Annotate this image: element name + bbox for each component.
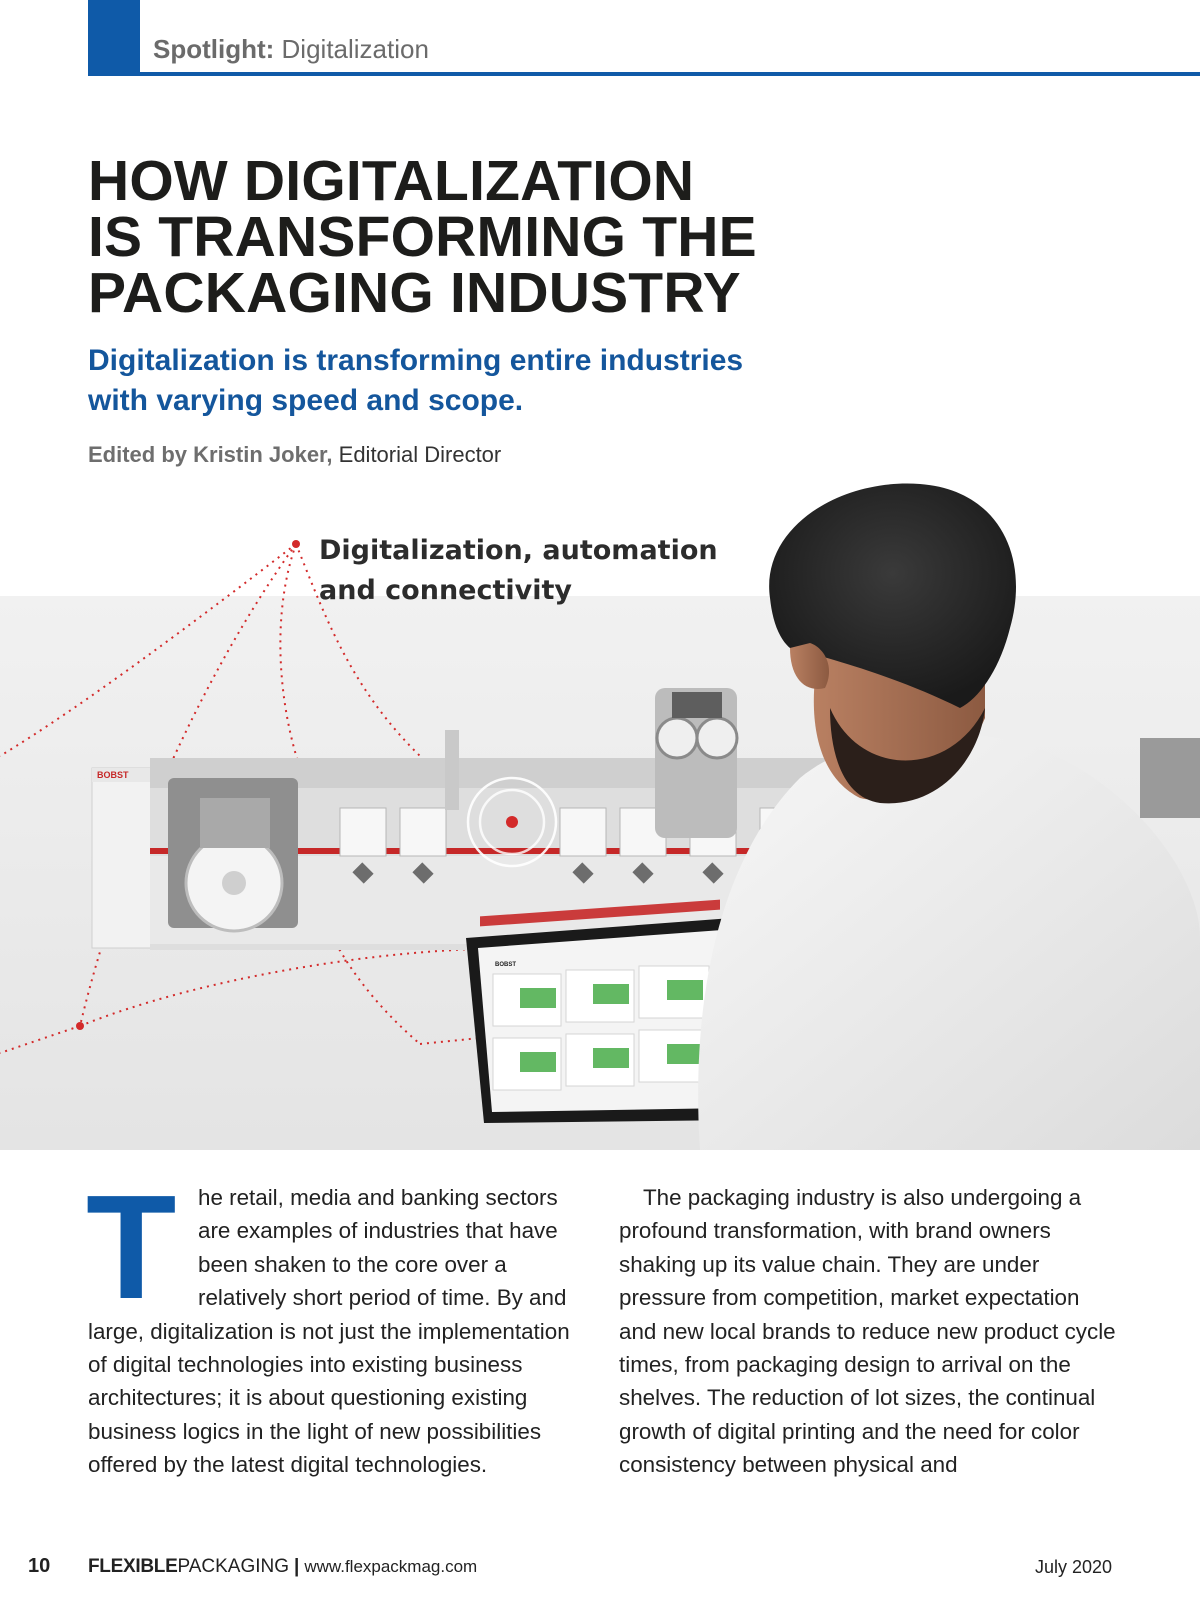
deck: [88, 341, 848, 421]
byline-role: Editorial Director: [338, 442, 502, 467]
headline: [88, 149, 908, 325]
magazine-url[interactable]: www.flexpackmag.com: [304, 1557, 478, 1576]
section-rule: [88, 72, 1200, 76]
section-tab: [88, 0, 140, 74]
magazine-name-bold: FLEXIBLE: [88, 1556, 178, 1577]
body-intro: he retail, media and banking sectors are examples of industries that have been shaken to the core over a relatively short period of time.: [198, 1185, 558, 1311]
issue-date: July 2020: [1034, 1557, 1112, 1577]
dropcap: T: [86, 1165, 177, 1330]
body-paragraph: The packaging industry is also undergoing a profound transformation, with brand owners shaking up its value chain. They are under pressure from competition, market expectation and new local brands to reduce new product cycle times, from packaging design to arrival on the shelves. The reduction of lot sizes, the continual growth of digital printing and the need for color consistency between physical and: [619, 1185, 1116, 1478]
magazine-footer: [88, 1556, 477, 1578]
magazine-name-regular: PACKAGING: [177, 1556, 289, 1577]
headline-line: PACKAGING INDUSTRY: [88, 261, 741, 325]
section-label-bold: Spotlight:: [153, 34, 275, 64]
body-text: By and large, digitalization is not just the implementation of digital technologies into existing business architectures; it is about questioning existing business logics in the light of new possibilities offered by the latest digital technologies.: [88, 1285, 570, 1478]
screen-logo: BOBST: [495, 962, 516, 968]
target-reticle-icon: [468, 778, 556, 866]
hero-caption-line: Digitalization, automation: [319, 535, 718, 566]
article-column-right: [619, 1181, 1119, 1482]
deck-line: Digitalization is transforming entire industries: [88, 344, 744, 377]
byline: [88, 440, 501, 470]
page-number: 10: [28, 1555, 51, 1577]
deck-line: with varying speed and scope.: [88, 384, 524, 417]
hero-caption-line: and connectivity: [319, 575, 573, 606]
machine-logo: BOBST: [97, 770, 129, 780]
headline-line: IS TRANSFORMING THE: [88, 205, 757, 269]
hero-caption: [319, 531, 718, 611]
section-label: [153, 32, 429, 66]
headline-line: HOW DIGITALIZATION: [88, 149, 695, 213]
byline-editor: Edited by Kristin Joker,: [88, 442, 333, 467]
footer-separator: |: [294, 1556, 300, 1577]
article-column-left: [86, 1165, 593, 1482]
section-label-rest: Digitalization: [281, 34, 429, 64]
